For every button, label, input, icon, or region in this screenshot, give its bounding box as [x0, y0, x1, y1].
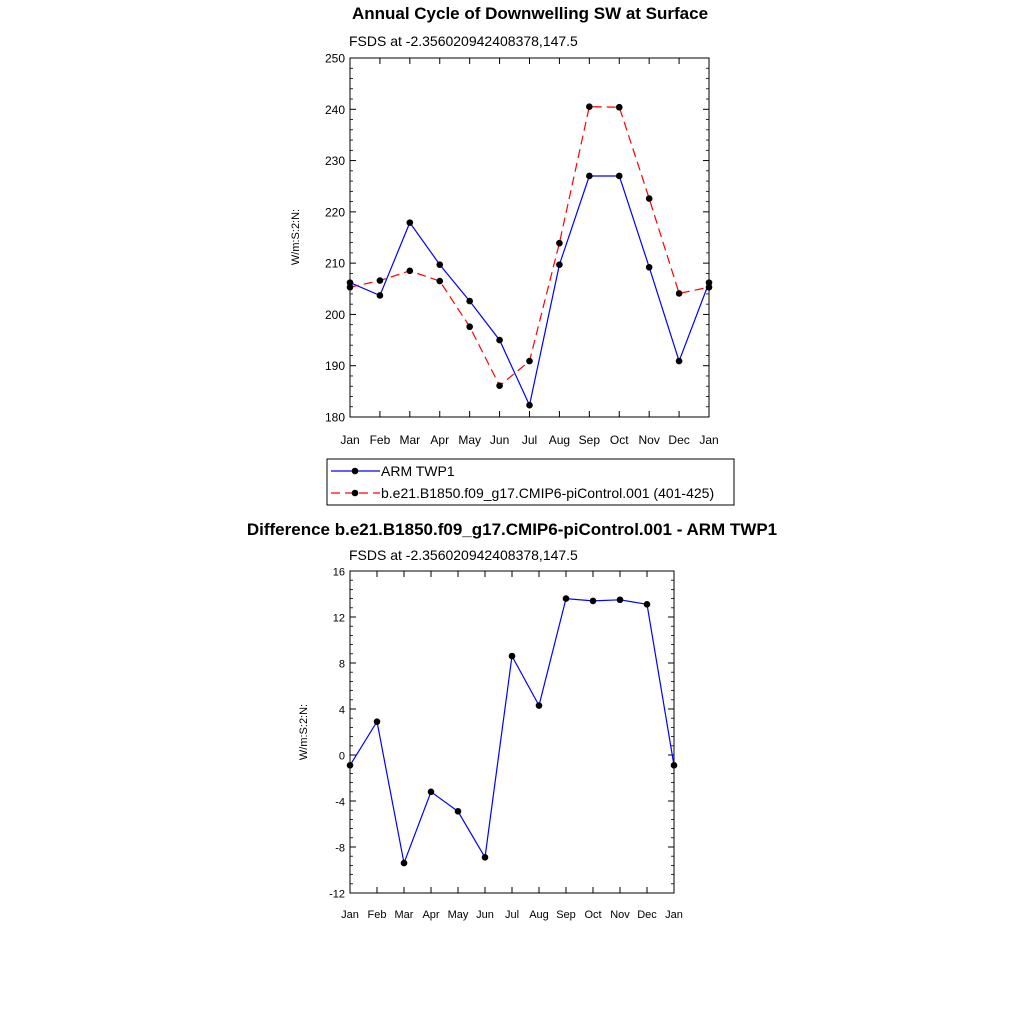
top-chart-series-0-point [377, 292, 384, 299]
top-chart-series-1-point [377, 277, 384, 284]
bottom-chart-series-0-point [671, 762, 678, 769]
bottom-chart-series-0-point [644, 601, 651, 608]
bottom-chart-y-axis-label: W/m:S:2:N: [298, 703, 310, 761]
top-chart-series-0-line [350, 176, 709, 405]
bottom-chart-series-0-point [509, 653, 516, 660]
bottom-chart-ytick-label: -8 [335, 842, 345, 855]
bottom-chart-ytick-label: 12 [332, 612, 345, 625]
bottom-chart-ytick-label: 0 [338, 750, 345, 763]
bottom-chart-series-0-point [536, 702, 543, 709]
legend [327, 459, 734, 505]
top-chart-xtick-label: Aug [548, 433, 571, 447]
bottom-chart-xtick-label: Sep [556, 909, 576, 921]
top-chart-series-1-point [436, 278, 443, 285]
top-chart-ytick-label: 250 [324, 51, 345, 66]
bottom-chart-title: Difference b.e21.B1850.f09_g17.CMIP6-piControl.001 - ARM TWP1 [246, 520, 778, 539]
top-chart-xtick-label: Jan [340, 433, 360, 447]
bottom-chart-series-0-point [455, 808, 462, 815]
bottom-chart-series-0-point [374, 718, 381, 725]
bottom-chart-xtick-label: Jan [665, 909, 683, 921]
top-chart-series-1-line [350, 107, 709, 386]
top-chart-title: Annual Cycle of Downwelling SW at Surface [351, 4, 709, 23]
bottom-chart-ytick-label: 4 [338, 704, 345, 717]
bottom-chart-xtick-label: Apr [422, 909, 440, 921]
top-chart-series-0-point [496, 337, 503, 344]
top-chart-series-1-point [496, 382, 503, 389]
bottom-chart-ytick-label: 8 [338, 658, 345, 671]
top-chart-series-1-point [586, 103, 593, 110]
bottom-chart-series-0-point [347, 762, 354, 769]
top-chart-series-1-point [466, 323, 473, 330]
top-chart-xtick-label: Apr [430, 433, 450, 447]
bottom-chart-xtick-label: May [447, 909, 469, 921]
top-chart-xtick-label: Dec [668, 433, 690, 447]
top-chart-xtick-label: Jul [521, 433, 538, 447]
top-chart-series-0-point [556, 261, 563, 268]
top-chart-series-1-point [407, 268, 414, 275]
top-chart-xtick-label: Sep [578, 433, 601, 447]
top-chart-y-axis-label: W/m:S:2:N: [290, 208, 302, 266]
top-chart-ytick-label: 230 [324, 154, 345, 169]
top-chart-ytick-label: 180 [324, 410, 345, 425]
top-chart-ytick-label: 220 [324, 205, 345, 220]
top-chart-series-1-point [706, 284, 713, 291]
bottom-chart-series-0-point [563, 595, 570, 602]
legend-marker-series-0 [352, 468, 359, 475]
top-chart-ytick-label: 240 [324, 102, 345, 117]
top-chart-xtick-label: Oct [609, 433, 629, 447]
top-chart-series-0-point [407, 219, 414, 226]
bottom-chart-series-0-point [428, 789, 435, 796]
bottom-chart-xtick-label: Aug [529, 909, 549, 921]
top-chart-series-0-point [526, 402, 533, 409]
top-chart-xtick-label: Jun [489, 433, 510, 447]
top-chart-series-0-point [586, 173, 593, 180]
top-chart-plot [325, 52, 719, 448]
bottom-chart-series-0-point [590, 598, 597, 605]
bottom-chart-ytick-label: -4 [335, 796, 345, 809]
bottom-chart-series-0-point [482, 854, 489, 861]
bottom-chart-series-0-point [617, 596, 624, 603]
bottom-chart-xtick-label: Oct [584, 909, 602, 921]
bottom-chart-plot [329, 567, 683, 922]
top-chart-series-0-point [616, 173, 623, 180]
bottom-chart-xtick-label: Mar [394, 909, 414, 921]
top-chart-series-0-point [676, 358, 683, 365]
top-chart-subtitle: FSDS at -2.356020942408378,147.5 [349, 33, 578, 49]
top-chart-xtick-label: Mar [399, 433, 421, 447]
top-chart-xtick-label: Jan [699, 433, 719, 447]
top-chart-ytick-label: 200 [324, 307, 345, 322]
bottom-chart-plot-frame [350, 571, 674, 893]
top-chart-series-1-point [676, 290, 683, 297]
bottom-chart-subtitle: FSDS at -2.356020942408378,147.5 [349, 547, 578, 563]
top-chart-series-0-point [646, 264, 653, 271]
bottom-chart-ytick-label: 16 [332, 566, 345, 579]
bottom-chart-xtick-label: Nov [610, 909, 630, 921]
bottom-chart-xtick-label: Jan [341, 909, 359, 921]
legend-label-series-0: ARM TWP1 [381, 463, 455, 479]
legend-marker-series-1 [352, 490, 359, 497]
top-chart-series-1-point [616, 104, 623, 111]
bottom-chart-xtick-label: Dec [637, 909, 657, 921]
bottom-chart-xtick-label: Jul [504, 909, 520, 921]
bottom-chart-series-0-line [350, 599, 674, 864]
bottom-chart-ytick-label: -12 [329, 888, 345, 901]
legend-label-series-1: b.e21.B1850.f09_g17.CMIP6-piControl.001 (401-425) [381, 485, 715, 501]
top-chart-series-1-point [646, 195, 653, 202]
top-chart-xtick-label: Nov [638, 433, 660, 447]
top-chart-series-1-point [556, 240, 563, 247]
top-chart-xtick-label: Feb [369, 433, 391, 447]
top-chart-series-1-point [526, 358, 533, 365]
bottom-chart-xtick-label: Feb [367, 909, 387, 921]
bottom-chart-series-0-point [401, 860, 408, 867]
top-chart-series-0-point [436, 261, 443, 268]
top-chart-series-0-point [466, 298, 473, 305]
top-chart-ytick-label: 210 [324, 256, 345, 271]
top-chart-series-1-point [347, 284, 354, 291]
top-chart-xtick-label: May [458, 433, 482, 447]
bottom-chart-xtick-label: Jun [476, 909, 494, 921]
top-chart-ytick-label: 190 [324, 359, 345, 374]
